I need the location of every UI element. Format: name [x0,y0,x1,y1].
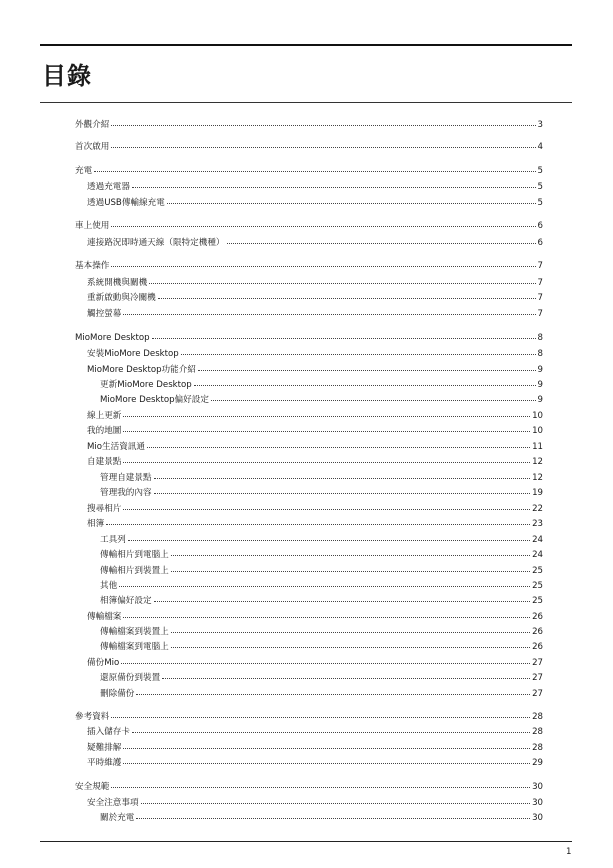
toc-entry-title: 傳輸相片到電腦上 [100,550,169,560]
toc-leader-dots [123,314,535,315]
toc-entry-title: 相簿 [87,519,105,529]
toc-entry[interactable] [75,427,543,436]
toc-entry[interactable] [75,582,543,591]
toc-leader-dots [128,540,530,541]
toc-entry-page: 30 [532,813,543,823]
toc-entry-title: 安全注意事項 [87,798,139,808]
toc-entry-title: 插入儲存卡 [87,727,130,737]
toc-leader-dots [136,694,530,695]
toc-entry-title: 參考資料 [75,712,110,722]
toc-leader-dots [162,678,530,679]
toc-entry-title: 管理我的內容 [100,488,152,498]
toc-entry[interactable] [75,396,543,405]
toc-entry-title: 觸控螢幕 [87,309,122,319]
toc-leader-dots [111,125,535,126]
toc-leader-dots [149,283,535,284]
toc-entry-page: 30 [532,798,543,808]
toc-entry-page: 23 [532,519,543,529]
toc-leader-dots [111,787,530,788]
toc-entry-page: 24 [532,535,543,545]
toc-entry-page: 4 [537,142,543,152]
toc-leader-dots [171,632,530,633]
toc-leader-dots [111,147,535,148]
toc-entry-title: 傳輸相片到裝置上 [100,566,169,576]
toc-entry-title: 傳輸檔案到電腦上 [100,642,169,652]
toc-leader-dots [94,171,535,172]
toc-entry-page: 24 [532,550,543,560]
toc-entry[interactable] [75,350,543,359]
toc-entry[interactable] [75,520,543,529]
toc-entry[interactable] [75,674,543,683]
toc-entry[interactable] [75,222,543,231]
toc-entry[interactable] [75,279,543,288]
toc-entry-title: 透過USB傳輸線充電 [87,198,165,208]
toc-entry[interactable] [75,366,543,375]
toc-entry[interactable] [75,567,543,576]
toc-entry[interactable] [75,628,543,637]
toc-entry-title: 車上使用 [75,221,110,231]
toc-entry-title: 相簿偏好設定 [100,596,152,606]
toc-entry[interactable] [75,143,543,152]
toc-leader-dots [158,298,536,299]
toc-entry-page: 28 [532,727,543,737]
toc-leader-dots [123,462,530,463]
toc-leader-dots [132,732,530,733]
title-underline [40,102,572,103]
toc-entry-title: 充電 [75,166,93,176]
toc-entry-page: 10 [532,411,543,421]
toc-entry-page: 8 [537,333,543,343]
toc-entry[interactable] [75,728,543,737]
toc-entry[interactable] [75,744,543,753]
toc-entry-title: 關於充電 [100,813,135,823]
toc-entry-title: Mio生活資訊通 [87,442,146,452]
toc-entry-title: 其他 [100,581,118,591]
toc-leader-dots [111,717,530,718]
toc-entry[interactable] [75,381,543,390]
toc-leader-dots [111,226,535,227]
toc-entry-title: 外觀介紹 [75,120,110,130]
toc-entry[interactable] [75,536,543,545]
toc-entry-page: 25 [532,596,543,606]
toc-entry[interactable] [75,474,543,483]
toc-entry-title: 疑難排解 [87,743,122,753]
toc-entry[interactable] [75,334,543,343]
toc-leader-dots [167,203,536,204]
toc-entry[interactable] [75,294,543,303]
toc-leader-dots [123,617,530,618]
toc-entry-page: 9 [537,395,543,405]
toc-leader-dots [171,555,530,556]
toc-entry[interactable] [75,783,543,792]
toc-entry-title: MioMore Desktop偏好設定 [100,395,209,405]
toc-entry-page: 12 [532,473,543,483]
toc-entry-title: 重新啟動與冷關機 [87,293,156,303]
toc-leader-dots [111,266,535,267]
toc-entry-title: 更新MioMore Desktop [100,380,192,390]
toc-leader-dots [171,571,530,572]
toc-entry[interactable] [75,310,543,319]
toc-entry-title: 搜尋相片 [87,504,122,514]
toc-entry[interactable] [75,262,543,271]
toc-entry[interactable] [75,167,543,176]
toc-entry-title: 安全規範 [75,782,110,792]
toc-leader-dots [194,385,536,386]
toc-entry[interactable] [75,613,543,622]
toc-entry-page: 8 [537,349,543,359]
bottom-rule [40,841,572,842]
toc-entry-page: 5 [537,198,543,208]
toc-entry-page: 6 [537,238,543,248]
toc-entry[interactable] [75,799,543,808]
toc-entry[interactable] [75,690,543,699]
toc-entry[interactable] [75,505,543,514]
toc-entry-title: 透過充電器 [87,182,130,192]
toc-entry[interactable] [75,458,543,467]
toc-entry[interactable] [75,759,543,768]
toc-entry-page: 28 [532,712,543,722]
toc-entry-page: 9 [537,365,543,375]
toc-entry-page: 3 [537,120,543,130]
toc-leader-dots [141,803,530,804]
toc-entry[interactable] [75,551,543,560]
toc-leader-dots [106,524,530,525]
toc-entry-page: 25 [532,566,543,576]
toc-leader-dots [211,400,536,401]
toc-entry-page: 19 [532,488,543,498]
toc-entry-page: 27 [532,673,543,683]
toc-leader-dots [132,187,536,188]
toc-entry-title: 系統開機與關機 [87,278,148,288]
toc-entry-page: 11 [532,442,543,452]
toc-entry-title: 自建景點 [87,457,122,467]
toc-entry-page: 26 [532,627,543,637]
toc-entry[interactable] [75,443,543,452]
toc-entry-title: 我的地圖 [87,426,122,436]
toc-leader-dots [154,478,530,479]
toc-leader-dots [227,243,536,244]
toc-entry-title: 工具列 [100,535,126,545]
toc-entry[interactable] [75,597,543,606]
toc-entry-title: 刪除備份 [100,689,135,699]
toc-entry-page: 10 [532,426,543,436]
toc-leader-dots [154,601,530,602]
toc-entry-page: 29 [532,758,543,768]
toc-leader-dots [171,647,530,648]
toc-entry-page: 26 [532,642,543,652]
toc-leader-dots [152,338,536,339]
toc-leader-dots [119,586,530,587]
toc-leader-dots [123,431,530,432]
toc-entry[interactable] [75,814,543,823]
toc-entry[interactable] [75,489,543,498]
toc-entry-page: 26 [532,612,543,622]
toc-entry-title: 首次啟用 [75,142,110,152]
toc-leader-dots [198,370,536,371]
toc-entry-page: 7 [537,278,543,288]
toc-entry-page: 28 [532,743,543,753]
toc-entry-title: 管理自建景點 [100,473,152,483]
page-number: 1 [566,847,572,857]
page-title: 目錄 [42,62,92,90]
toc-entry-title: 備份Mio [87,658,120,668]
toc-entry-title: 連接路況即時通天線（限特定機種） [87,238,225,248]
toc-leader-dots [121,663,530,664]
toc-entry-title: 傳輸檔案 [87,612,122,622]
toc-entry[interactable] [75,121,543,130]
toc-entry-page: 22 [532,504,543,514]
toc-leader-dots [154,493,530,494]
toc-leader-dots [147,447,530,448]
toc-entry[interactable] [75,713,543,722]
toc-entry[interactable] [75,659,543,668]
toc-entry-title: 還原備份到裝置 [100,673,161,683]
toc-entry-title: 傳輸檔案到裝置上 [100,627,169,637]
toc-entry-page: 5 [537,166,543,176]
toc-entry-title: 平時維護 [87,758,122,768]
toc-leader-dots [123,416,530,417]
toc-entry-title: 線上更新 [87,411,122,421]
toc-leader-dots [136,818,530,819]
toc-entry-page: 25 [532,581,543,591]
toc-entry-title: 基本操作 [75,261,110,271]
toc-entry-page: 9 [537,380,543,390]
top-rule [40,44,572,46]
toc-leader-dots [181,354,536,355]
toc-entry[interactable] [75,199,543,208]
toc-entry-page: 27 [532,658,543,668]
toc-entry-page: 7 [537,261,543,271]
toc-entry-page: 12 [532,457,543,467]
toc-entry-page: 7 [537,293,543,303]
toc-entry-page: 27 [532,689,543,699]
toc-entry-page: 7 [537,309,543,319]
toc-entry-page: 30 [532,782,543,792]
toc-entry[interactable] [75,412,543,421]
toc-entry-title: 安裝MioMore Desktop [87,349,179,359]
toc-leader-dots [123,748,530,749]
toc-entry-title: MioMore Desktop [75,333,150,343]
toc-leader-dots [123,763,530,764]
toc-entry-page: 5 [537,182,543,192]
toc-leader-dots [123,509,530,510]
toc-entry[interactable] [75,643,543,652]
toc-entry[interactable] [75,239,543,248]
toc-entry-page: 6 [537,221,543,231]
toc-entry-title: MioMore Desktop功能介紹 [87,365,196,375]
toc-entry[interactable] [75,183,543,192]
